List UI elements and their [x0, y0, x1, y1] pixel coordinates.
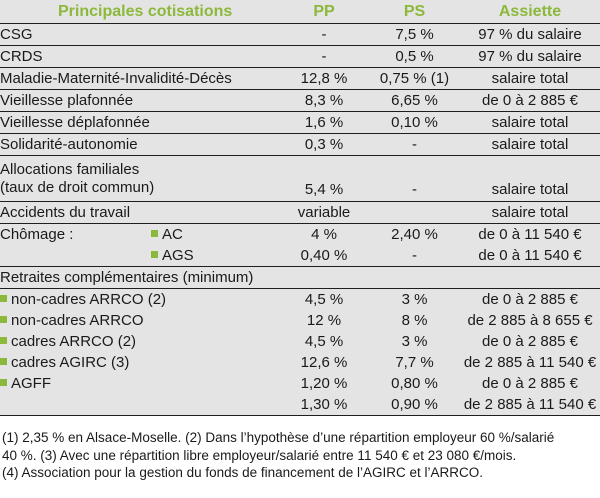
row-base: de 0 à 11 540 € [460, 245, 600, 267]
row-label-line1: Allocations familiales [0, 160, 140, 178]
row-label: Vieillesse déplafonnée [0, 112, 279, 134]
row-ps: 0,5 % [369, 46, 460, 68]
row-base: salaire total [460, 156, 600, 202]
row-ps [369, 202, 460, 224]
table-row [0, 134, 600, 156]
chomage-label: Chômage : [0, 225, 74, 243]
table-row [0, 373, 600, 394]
row-pp: 12,6 % [300, 353, 348, 371]
row-ps: 2,40 % [391, 225, 438, 243]
footnote-line-2: 40 %. (3) Avec une répartition libre employeur/salarié entre 11 540 € et 23 080 €/mois. [2, 447, 517, 463]
row-pp: 8,3 % [279, 90, 369, 112]
header-base: Assiette [460, 0, 600, 24]
row-label: Maladie-Maternité-Invalidité-Décès [0, 68, 279, 90]
bullet-square-icon [0, 358, 7, 365]
table-row [0, 245, 600, 267]
row-label: non-cadres ARRCO (2) [0, 289, 279, 311]
row-label [0, 224, 279, 246]
row-base: salaire total [460, 202, 600, 224]
row-pp: variable [279, 202, 369, 224]
table-row [0, 331, 600, 352]
row-ps: 0,90 % [369, 394, 460, 416]
row-pp: 4,5 % [304, 290, 344, 308]
chomage-ac-label: AC [162, 225, 183, 243]
row-label: cadres AGIRC (3) [0, 352, 279, 373]
retraites-title: Retraites complémentaires (minimum) [0, 267, 600, 289]
row-ps: 8 % [401, 311, 428, 329]
row-base: 97 % du salaire [460, 46, 600, 68]
chomage-ags-label: AGS [162, 246, 194, 264]
table-row [0, 394, 600, 416]
table-row [0, 46, 600, 68]
row-pp: 4,5 % [304, 332, 344, 350]
row-label: Solidarité-autonomie [0, 134, 279, 156]
footnote-line-3: (4) Association pour la gestion du fonds de financement de l’AGIRC et l’ARRCO. [2, 465, 483, 480]
row-label: CRDS [0, 46, 279, 68]
row-pp: 4 % [311, 225, 337, 243]
row-pp: 5,4 % [279, 156, 369, 202]
row-pp: 0,40 % [279, 245, 369, 267]
row-pp: - [279, 24, 369, 46]
bullet-square-icon [0, 337, 7, 344]
row-base: salaire total [460, 112, 600, 134]
header-pp: PP [279, 0, 369, 24]
row-label: non-cadres ARRCO [0, 310, 279, 331]
header-row [0, 0, 600, 24]
row-pp: - [279, 46, 369, 68]
table-row [0, 90, 600, 112]
row-base: de 0 à 2 885 € [482, 374, 578, 392]
table-row [0, 24, 600, 46]
row-ps: - [369, 245, 460, 267]
table-row [0, 310, 600, 331]
row-label [0, 394, 279, 416]
bullet-square-icon [0, 379, 7, 386]
table-row [0, 156, 600, 202]
bullet-square-icon [0, 295, 7, 302]
row-pp: 1,6 % [279, 112, 369, 134]
row-base: salaire total [460, 134, 600, 156]
row-label: cadres ARRCO (2) [0, 331, 279, 352]
row-base: de 0 à 2 885 € [460, 90, 600, 112]
table-row [0, 68, 600, 90]
footnote-line-1: (1) 2,35 % en Alsace-Moselle. (2) Dans l’hypothèse d’une répartition employeur 60 %/salarié [2, 430, 555, 445]
row-ps: 3 % [401, 290, 428, 308]
row-base: de 2 885 à 8 655 € [467, 311, 593, 329]
row-label: AGFF [0, 373, 279, 394]
row-base: de 2 885 à 11 540 € [460, 394, 600, 416]
footnotes [2, 429, 598, 482]
row-ps: 3 % [401, 332, 428, 350]
row-label: CSG [0, 24, 279, 46]
row-label: Vieillesse plafonnée [0, 90, 279, 112]
row-label [0, 245, 279, 267]
row-ps: - [369, 134, 460, 156]
section-row [0, 267, 600, 289]
row-ps: 7,7 % [395, 353, 434, 371]
table-row [0, 224, 600, 246]
row-ps: 0,80 % [391, 374, 438, 392]
row-ps: 0,10 % [369, 112, 460, 134]
row-ps: 6,65 % [369, 90, 460, 112]
row-ps: 0,75 % (1) [369, 68, 460, 90]
header-ps: PS [369, 0, 460, 24]
row-base: salaire total [460, 68, 600, 90]
table-row [0, 352, 600, 373]
row-base: 97 % du salaire [460, 24, 600, 46]
row-pp: 12,8 % [279, 68, 369, 90]
row-base: de 2 885 à 11 540 € [463, 353, 597, 371]
row-base: de 0 à 2 885 € [482, 332, 578, 350]
row-pp: 0,3 % [279, 134, 369, 156]
bullet-square-icon [151, 230, 158, 237]
row-label-line2: (taux de droit commun) [0, 178, 155, 196]
row-pp: 1,30 % [279, 394, 369, 416]
row-pp: 12 % [306, 311, 342, 329]
row-ps: 7,5 % [369, 24, 460, 46]
row-label [0, 156, 279, 202]
row-base: de 0 à 2 885 € [482, 290, 578, 308]
table-row [0, 112, 600, 134]
bullet-square-icon [0, 316, 7, 323]
row-base: de 0 à 11 540 € [478, 225, 582, 243]
bullet-square-icon [151, 251, 158, 258]
row-pp: 1,20 % [300, 374, 348, 392]
table-row [0, 202, 600, 224]
row-label: Accidents du travail [0, 202, 279, 224]
row-ps: - [369, 156, 460, 202]
header-contributions: Principales cotisations [0, 0, 279, 24]
table-row [0, 289, 600, 311]
